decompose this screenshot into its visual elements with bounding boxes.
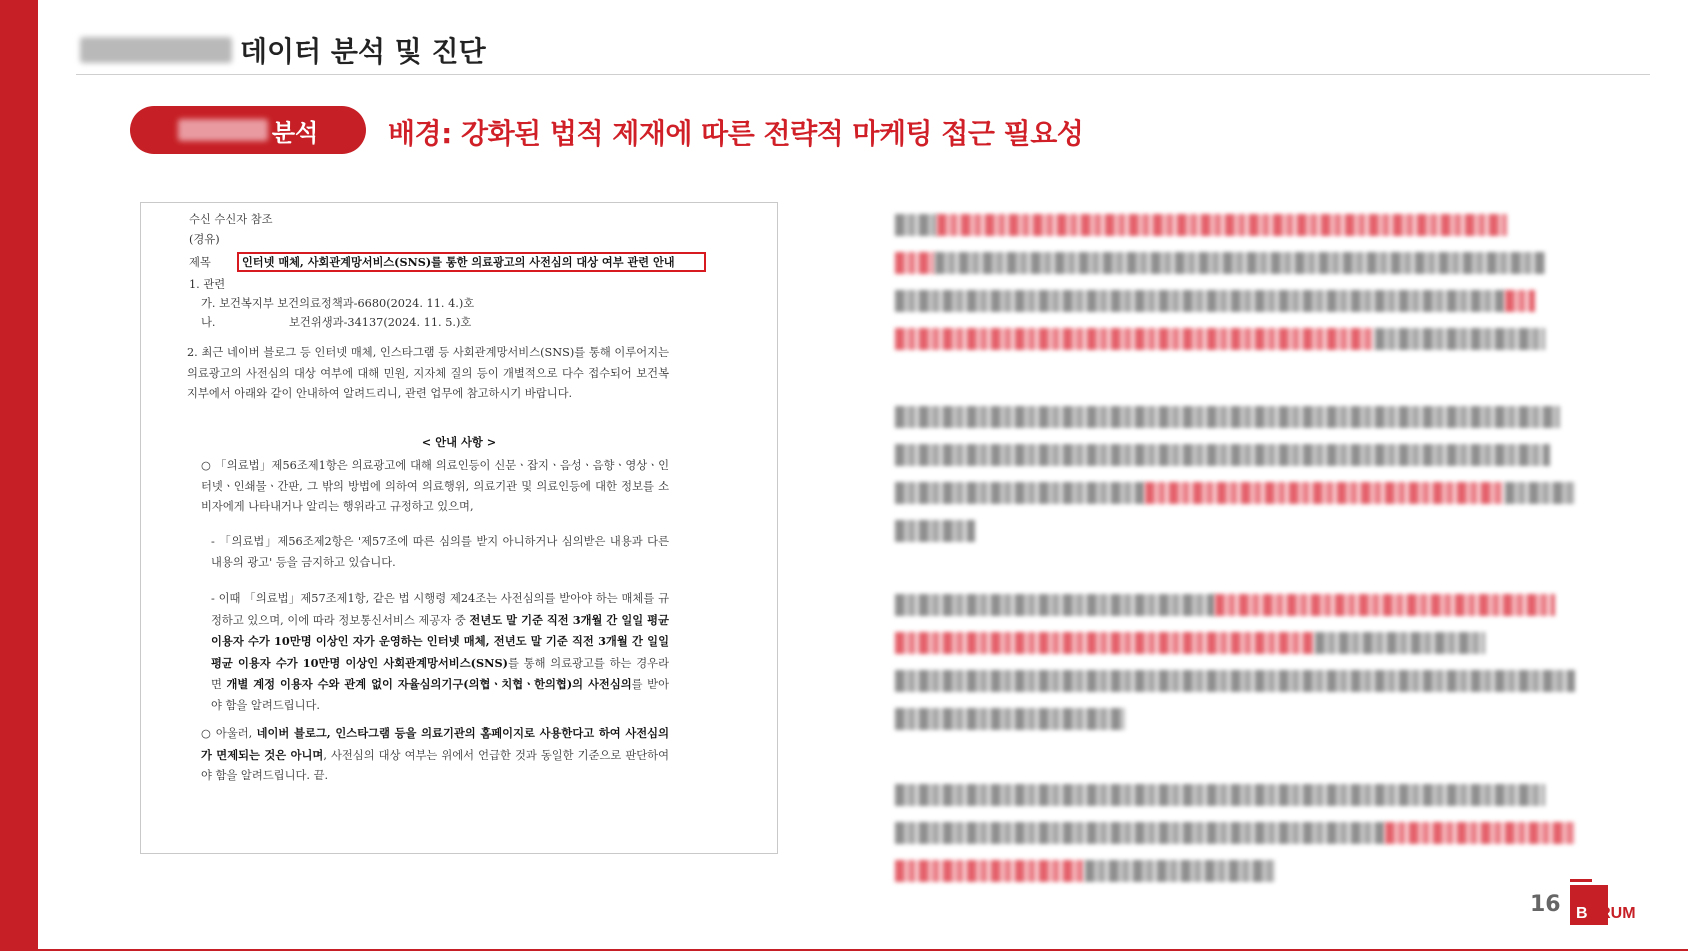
section-headline: 배경: 강화된 법적 제재에 따른 전략적 마케팅 접근 필요성 bbox=[388, 117, 1084, 150]
doc-related-b: 보건위생과-34137(2024. 11. 5.)호 bbox=[289, 316, 472, 329]
page-number: 16 bbox=[1530, 892, 1561, 917]
doc-bullet-2 bbox=[201, 723, 669, 787]
doc-dash-2 bbox=[211, 589, 669, 716]
redacted-paragraph-2 bbox=[895, 406, 1585, 558]
barum-logo bbox=[1570, 885, 1662, 925]
redacted-paragraph-1 bbox=[895, 214, 1585, 366]
logo-wordmark bbox=[1576, 905, 1636, 923]
logo-letters-rest: ARUM bbox=[1587, 905, 1636, 922]
doc-subject-label: 제목 bbox=[189, 256, 211, 269]
doc-bullet-2-a: ○ 아울러, bbox=[201, 727, 257, 740]
doc-bullet-2-c: , 사전심의 대상 여부는 위에서 언급한 것과 동일한 기준으로 판단하여야 함을 알려드립니다. 끝. bbox=[201, 748, 669, 782]
doc-related-b-label: 나. bbox=[201, 316, 216, 329]
official-document-image bbox=[140, 202, 778, 854]
doc-bullet-1: ○ 「의료법」제56조제1항은 의료광고에 대해 의료인등이 신문ㆍ잡지ㆍ음성ㆍ음향ㆍ영상ㆍ인터넷ㆍ인쇄물ㆍ간판, 그 밖의 방법에 의하여 의료행위, 의료기관 및 의료인등에 대한 정보를 소비자에게 나타내거나 알리는 행위라고 규정하고 있으며, bbox=[201, 459, 669, 513]
logo-accent-mark bbox=[1570, 879, 1592, 882]
doc-subject: 인터넷 매체, 사회관계망서비스(SNS)를 통한 의료광고의 사전심의 대상 여부 관련 안내 bbox=[242, 255, 675, 269]
doc-related-a: 가. 보건복지부 보건의료정책과-6680(2024. 11. 4.)호 bbox=[201, 297, 475, 310]
slide-header bbox=[80, 30, 486, 70]
doc-dash-2-e: 를 받아야 함을 알려드립니다. bbox=[211, 678, 669, 712]
doc-dash-2-a: - 이때 「의료법」제57조제1항, 같은 법 시행령 제24조는 사전심의를 받아야 하는 매체를 규정하고 있으며, 이에 따라 정보통신서비스 제공자 중 bbox=[211, 592, 669, 627]
logo-letter-b: B bbox=[1576, 905, 1588, 922]
left-accent-bar bbox=[0, 0, 38, 951]
section-pill bbox=[130, 106, 366, 154]
doc-subject-highlight bbox=[237, 252, 706, 272]
doc-paragraph-2: 2. 최근 네이버 블로그 등 인터넷 매체, 인스타그램 등 사회관계망서비스(SNS)를 통해 이루어지는 의료광고의 사전심의 대상 여부에 대해 민원, 지자체 질의 등이 개별적으로 다수 접수되어 보건복지부에서 아래와 같이 안내하여 알려드리니, 관련 업무에 참고하시기 바랍니다. bbox=[187, 346, 669, 400]
doc-via: (경유) bbox=[189, 233, 220, 246]
doc-bullet-2-b: 네이버 블로그, 인스타그램 등을 의료기관의 홈페이지로 사용한다고 하여 사전심의가 면제되는 것은 아니며 bbox=[201, 726, 669, 762]
doc-dash-2-d: 개별 계정 이용자 수와 관계 없이 자율심의기구(의협ㆍ치협ㆍ한의협)의 사전심의 bbox=[226, 677, 632, 691]
doc-recipient: 수신 수신자 참조 bbox=[189, 213, 273, 226]
doc-related-heading: 1. 관련 bbox=[189, 278, 226, 291]
redacted-paragraph-4 bbox=[895, 784, 1585, 898]
page-title: 데이터 분석 및 진단 bbox=[240, 35, 486, 68]
section-pill-label: 분석 bbox=[271, 118, 319, 147]
doc-dash-1: - 「의료법」제56조제2항은 '제57조에 따른 심의를 받지 아니하거나 심의받은 내용과 다른 내용의 광고' 등을 금지하고 있습니다. bbox=[211, 535, 669, 569]
header-divider bbox=[76, 74, 1650, 75]
doc-notice-heading: < 안내 사항 > bbox=[421, 435, 497, 449]
doc-dash-2-b: 전년도 말 기준 직전 3개월 간 일일 평균 이용자 수가 10만명 이상인 자가 운영하는 인터넷 매체, 전년도 말 기준 직전 3개월 간 일일 평균 이용자 수가 10만명 이상인 사회관계망서비스(SNS) bbox=[211, 612, 669, 670]
redacted-header-prefix bbox=[80, 37, 232, 63]
doc-dash-2-c: 를 통해 의료광고를 하는 경우라면 bbox=[211, 656, 669, 691]
redacted-paragraph-3 bbox=[895, 594, 1585, 746]
redacted-pill-prefix bbox=[178, 119, 268, 141]
